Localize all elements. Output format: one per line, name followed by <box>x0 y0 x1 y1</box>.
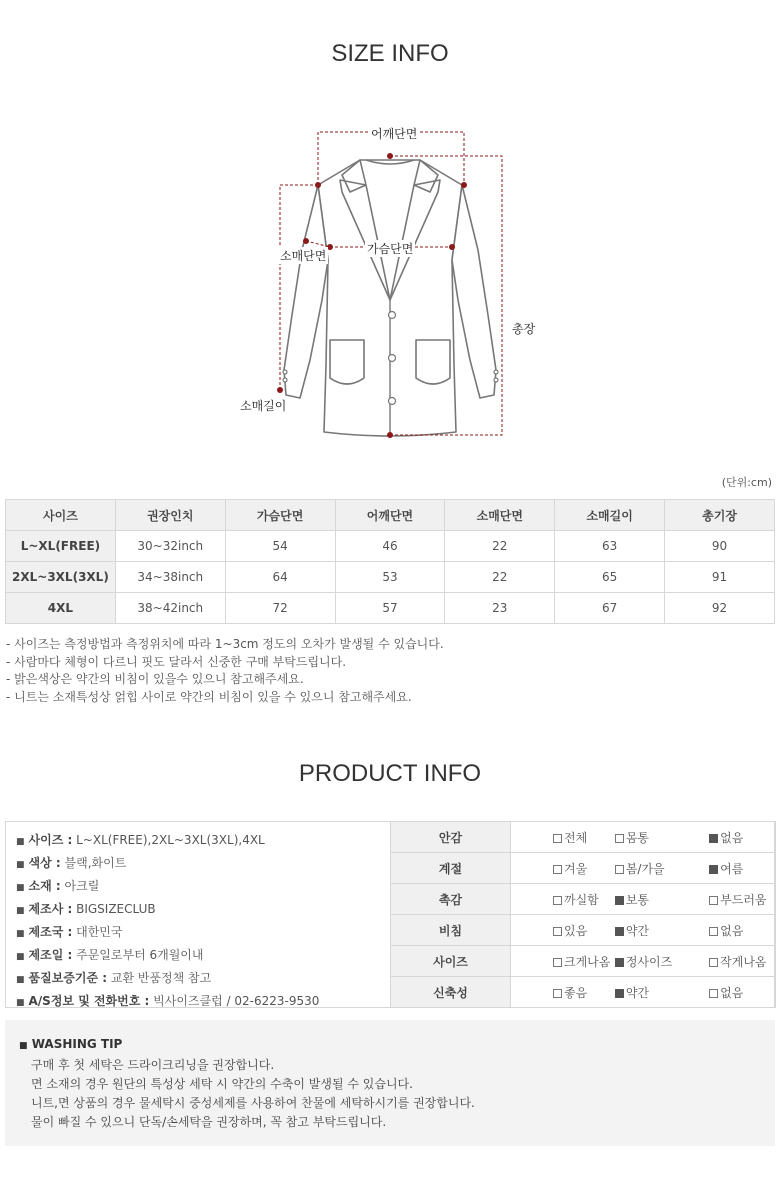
attribute-name: 비침 <box>391 915 511 946</box>
checked-box-icon <box>709 865 718 874</box>
attribute-option <box>511 884 599 915</box>
attribute-option <box>599 822 687 853</box>
size-table <box>5 499 775 624</box>
square-bullet-icon: ■ <box>16 837 25 847</box>
attribute-option-label: 부드러움 <box>720 892 767 907</box>
table-cell: 92 <box>665 593 775 624</box>
table-cell: 46 <box>335 531 445 562</box>
checked-box-icon <box>615 896 624 905</box>
spec-item: ■ 제조일 : 주문일로부터 6개월이내 <box>16 948 204 962</box>
attribute-option <box>511 946 611 977</box>
attribute-option <box>687 853 775 884</box>
table-header: 소매단면 <box>445 500 555 531</box>
unchecked-box-icon <box>615 865 624 874</box>
attribute-option-label: 정사이즈 <box>625 954 673 969</box>
unchecked-box-icon <box>709 896 718 905</box>
spec-list <box>16 830 319 1014</box>
table-header: 사이즈 <box>6 500 116 531</box>
attribute-option-label: 보통 <box>625 892 650 907</box>
spec-item: ■ 소재 : 아크릴 <box>16 879 100 893</box>
table-header: 가슴단면 <box>225 500 335 531</box>
unchecked-box-icon <box>553 834 562 843</box>
square-bullet-icon: ■ <box>16 883 25 893</box>
attribute-option-label: 까실함 <box>564 892 599 907</box>
spec-item: ■ 사이즈 : L~XL(FREE),2XL~3XL(3XL),4XL <box>16 833 265 847</box>
size-cell: 2XL~3XL(3XL) <box>6 562 116 593</box>
spec-item: ■ 색상 : 블랙,화이트 <box>16 856 127 870</box>
sleeve-length-label: 소매길이 <box>240 399 287 413</box>
washing-line: 니트,면 상품의 경우 물세탁시 중성세제를 사용하여 찬물에 세탁하시기를 권장합니다. <box>31 1096 475 1110</box>
unchecked-box-icon <box>709 927 718 936</box>
unit-note: (단위:cm) <box>721 476 772 489</box>
table-header: 권장인치 <box>115 500 225 531</box>
attribute-option-label: 전체 <box>564 830 588 845</box>
attribute-option <box>599 915 687 946</box>
attribute-row <box>391 822 776 853</box>
attribute-option <box>511 977 599 1008</box>
attribute-option <box>511 853 599 884</box>
attribute-option <box>599 946 687 977</box>
table-cell: 57 <box>335 593 445 624</box>
attribute-option-label: 몸통 <box>625 830 650 845</box>
attribute-row <box>391 946 776 977</box>
sleeve-width-label: 소매단면 <box>280 249 327 263</box>
shoulder-width-label: 어깨단면 <box>371 127 418 141</box>
attribute-option <box>599 884 687 915</box>
attribute-option-label: 없음 <box>720 923 744 938</box>
spec-item: ■ 제조사 : BIGSIZECLUB <box>16 902 156 916</box>
attribute-name: 안감 <box>391 822 511 853</box>
spec-item: ■ 품질보증기준 : 교환 반품정책 참고 <box>16 971 212 985</box>
attribute-option <box>687 884 775 915</box>
attribute-option <box>687 946 775 977</box>
attribute-option <box>687 915 775 946</box>
size-cell: 4XL <box>6 593 116 624</box>
note-line: - 니트는 소재특성상 얽힙 사이로 약간의 비침이 있을 수 있으니 참고해주세요. <box>6 689 412 704</box>
attribute-row <box>391 915 776 946</box>
table-header: 어깨단면 <box>335 500 445 531</box>
attribute-name: 촉감 <box>391 884 511 915</box>
table-cell: 22 <box>445 531 555 562</box>
washing-line: 물이 빠질 수 있으니 단독/손세탁을 권장하며, 꼭 참고 부탁드립니다. <box>31 1115 387 1129</box>
table-cell: 64 <box>225 562 335 593</box>
washing-tip-box <box>5 1020 775 1146</box>
table-row <box>6 531 775 562</box>
size-notes <box>6 636 444 706</box>
size-table-header-row <box>6 500 775 531</box>
attribute-option-label: 없음 <box>720 985 744 1000</box>
washing-tip-title: ■ WASHING TIP <box>19 1037 123 1051</box>
attribute-option-label: 작게나옴 <box>720 954 767 969</box>
attribute-table <box>390 821 776 1008</box>
spec-item: ■ A/S정보 및 전화번호 : 빅사이즈클럽 / 02-6223-9530 <box>16 994 320 1008</box>
table-cell: 67 <box>555 593 665 624</box>
square-bullet-icon: ■ <box>16 998 25 1008</box>
table-cell: 91 <box>665 562 775 593</box>
square-bullet-icon: ■ <box>16 952 25 962</box>
attribute-option <box>687 977 775 1008</box>
table-cell: 23 <box>445 593 555 624</box>
product-info-title: PRODUCT INFO <box>298 760 482 787</box>
attribute-row <box>391 853 776 884</box>
attribute-name: 신축성 <box>391 977 511 1008</box>
checked-box-icon <box>615 989 624 998</box>
attribute-option-label: 겨울 <box>564 861 588 876</box>
table-cell: 53 <box>335 562 445 593</box>
table-cell: 72 <box>225 593 335 624</box>
table-row <box>6 593 775 624</box>
size-cell: L~XL(FREE) <box>6 531 116 562</box>
unchecked-box-icon <box>615 834 624 843</box>
note-line: - 밝은색상은 약간의 비침이 있을수 있으니 참고해주세요. <box>6 672 304 686</box>
washing-tip-lines <box>31 1056 475 1132</box>
table-row <box>6 562 775 593</box>
attribute-option <box>511 822 599 853</box>
checked-box-icon <box>709 834 718 843</box>
attribute-row <box>391 884 776 915</box>
table-cell: 38~42inch <box>115 593 225 624</box>
attribute-option-label: 약간 <box>625 923 650 938</box>
checked-box-icon <box>615 958 624 967</box>
attribute-option <box>687 822 775 853</box>
attribute-option <box>599 853 687 884</box>
square-bullet-icon: ■ <box>16 906 25 916</box>
square-bullet-icon: ■ <box>16 975 25 985</box>
unchecked-box-icon <box>553 958 562 967</box>
attribute-option <box>599 977 687 1008</box>
unchecked-box-icon <box>709 989 718 998</box>
unchecked-box-icon <box>553 927 562 936</box>
table-cell: 54 <box>225 531 335 562</box>
attribute-option-label: 약간 <box>625 985 650 1000</box>
checked-box-icon <box>615 927 624 936</box>
unchecked-box-icon <box>709 958 718 967</box>
table-header: 총기장 <box>665 500 775 531</box>
attribute-option-label: 없음 <box>720 830 744 845</box>
square-bullet-icon: ■ <box>16 929 25 939</box>
coat-measurement-diagram <box>230 110 550 450</box>
attribute-option-label: 여름 <box>720 861 744 876</box>
square-bullet-icon: ■ <box>16 860 25 870</box>
unchecked-box-icon <box>553 896 562 905</box>
table-cell: 34~38inch <box>115 562 225 593</box>
size-info-title: SIZE INFO <box>331 40 449 67</box>
attribute-option-label: 있음 <box>564 923 588 938</box>
attribute-option <box>511 915 599 946</box>
attribute-option-label: 크게나옴 <box>564 954 611 969</box>
unchecked-box-icon <box>553 865 562 874</box>
attribute-row <box>391 977 776 1008</box>
total-length-label: 총장 <box>512 322 536 336</box>
washing-line: 면 소재의 경우 원단의 특성상 세탁 시 약간의 수축이 발생될 수 있습니다. <box>31 1077 413 1091</box>
table-header: 소매길이 <box>555 500 665 531</box>
chest-width-label: 가슴단면 <box>367 242 414 256</box>
table-cell: 65 <box>555 562 665 593</box>
note-line: - 사람마다 체형이 다르니 핏도 달라서 신중한 구매 부탁드립니다. <box>6 654 347 669</box>
attribute-name: 계절 <box>391 853 511 884</box>
table-cell: 30~32inch <box>115 531 225 562</box>
note-line: - 사이즈는 측정방법과 측정위치에 따라 1~3cm 정도의 오차가 발생될 수 있습니다. <box>6 637 444 651</box>
table-cell: 90 <box>665 531 775 562</box>
attribute-option-label: 봄/가을 <box>625 861 665 876</box>
attribute-option-label: 좋음 <box>564 985 588 1000</box>
table-cell: 63 <box>555 531 665 562</box>
product-info-box <box>5 821 775 1008</box>
attribute-name: 사이즈 <box>391 946 511 977</box>
square-bullet-icon: ■ <box>19 1041 28 1051</box>
spec-item: ■ 제조국 : 대한민국 <box>16 925 123 939</box>
unchecked-box-icon <box>553 989 562 998</box>
table-cell: 22 <box>445 562 555 593</box>
washing-line: 구매 후 첫 세탁은 드라이크리닝을 권장합니다. <box>31 1058 275 1072</box>
